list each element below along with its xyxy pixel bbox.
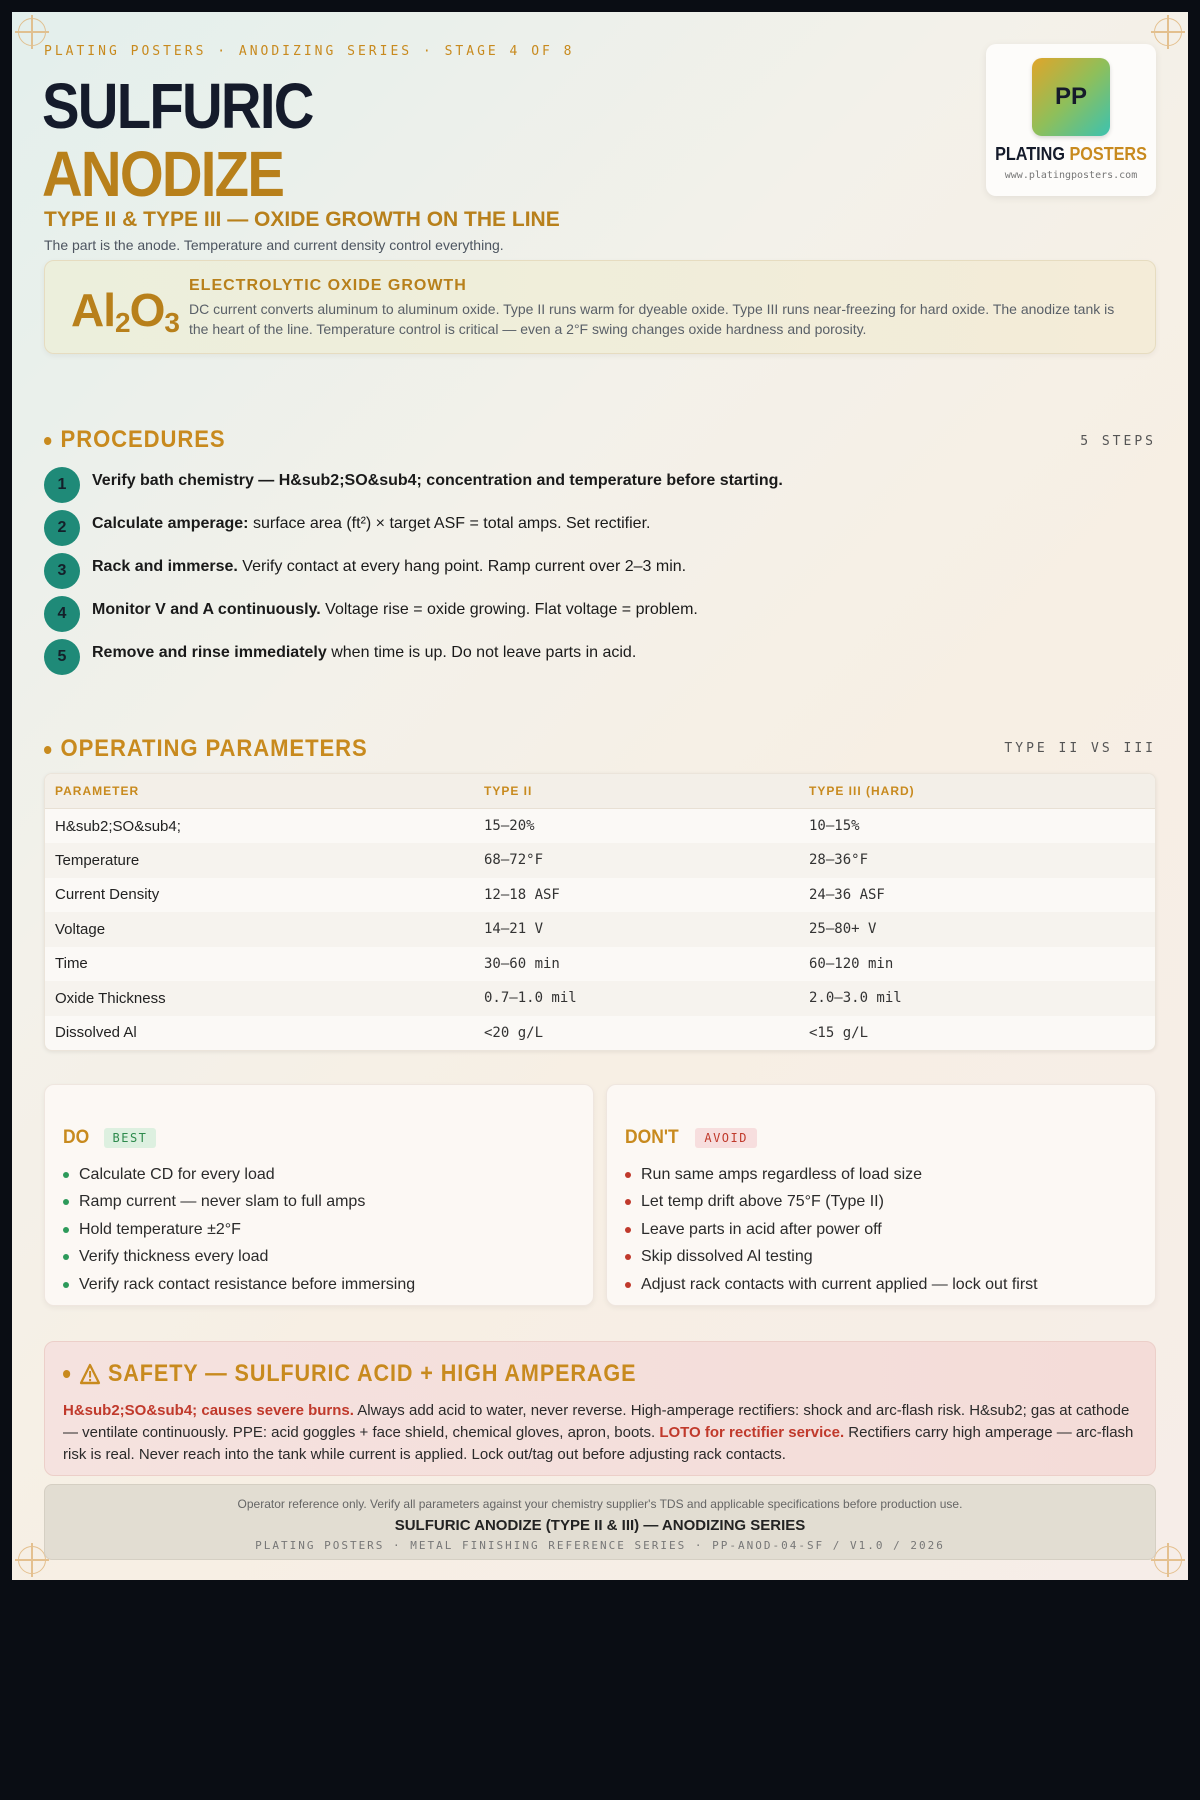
dont-card-header xyxy=(625,1127,757,1149)
parameter-name-cell: Oxide Thickness xyxy=(45,981,474,1016)
parameter-name-cell: Temperature xyxy=(45,843,474,878)
poster xyxy=(12,12,1188,1580)
step-text-rest: surface area (ft²) × target ASF = total amps. Set rectifier. xyxy=(248,515,651,532)
step-text-rest: Verify contact at every hang point. Ramp current over 2–3 min. xyxy=(237,558,687,575)
table-row xyxy=(45,1016,1155,1051)
step-number-badge: 2 xyxy=(44,510,80,546)
formula-sub-1: 2 xyxy=(115,307,130,338)
avoid-badge: AVOID xyxy=(695,1128,757,1148)
page-subline: The part is the anode. Temperature and current density control everything. xyxy=(44,237,504,253)
step-text xyxy=(92,601,698,619)
intro-callout xyxy=(44,260,1156,354)
oxide-formula xyxy=(71,283,179,339)
crosshair-icon xyxy=(18,1546,46,1574)
do-list xyxy=(63,1161,415,1299)
title-line-1: SULFURIC xyxy=(42,70,313,142)
do-list-item: Verify rack contact resistance before immersing xyxy=(63,1271,415,1299)
safety-text-1: Always add acid to water, never reverse. High-amperage rectifiers: shock and arc-flash risk. H&sub2; gas at cathode — ventilate continuously. PPE: acid goggles + face shield, chemical gloves, apron, boots. xyxy=(63,1402,1130,1441)
type-ii-value-cell: 30–60 min xyxy=(484,955,560,972)
do-card-header xyxy=(63,1127,156,1149)
step-text-bold: Calculate amperage: xyxy=(92,515,249,532)
footer-disclaimer: Operator reference only. Verify all parameters against your chemistry supplier's TDS and applicable specifications before production use. xyxy=(237,1497,963,1511)
type-iii-value-cell: 28–36°F xyxy=(799,843,1155,878)
dont-card xyxy=(606,1084,1156,1306)
procedure-step xyxy=(44,466,783,504)
procedures-title: PROCEDURES xyxy=(60,426,226,453)
safety-warning-burns: H&sub2;SO&sub4; causes severe burns. xyxy=(63,1402,354,1419)
step-text-rest: Voltage rise = oxide growing. Flat voltage = problem. xyxy=(320,601,698,618)
parameters-title: OPERATING PARAMETERS xyxy=(60,735,368,762)
dont-list xyxy=(625,1161,1038,1299)
procedure-step xyxy=(44,552,686,590)
step-text xyxy=(92,644,636,662)
step-number-badge: 3 xyxy=(44,553,80,589)
type-iii-value-cell: 25–80+ V xyxy=(799,912,1155,947)
procedures-meta: 5 STEPS xyxy=(1080,434,1156,449)
safety-title: SAFETY — SULFURIC ACID + HIGH AMPERAGE xyxy=(108,1360,637,1387)
procedures-heading xyxy=(44,426,226,454)
do-list-item: Ramp current — never slam to full amps xyxy=(63,1189,415,1217)
type-ii-value-cell: 14–21 V xyxy=(474,912,799,947)
do-list-item: Calculate CD for every load xyxy=(63,1161,415,1189)
safety-warning-loto: LOTO for rectifier service. xyxy=(659,1424,845,1441)
step-text-bold: Rack and immerse. xyxy=(92,558,238,575)
parameters-meta: TYPE II VS III xyxy=(1004,741,1156,756)
brand-name-part1: PLATING xyxy=(995,144,1065,164)
table-row xyxy=(45,912,1155,947)
step-number-badge: 1 xyxy=(44,467,80,503)
parameters-heading xyxy=(44,735,368,763)
step-number-badge: 5 xyxy=(44,639,80,675)
dont-list-item: Leave parts in acid after power off xyxy=(625,1216,1038,1244)
footer-title: SULFURIC ANODIZE (TYPE II & III) — ANODIZING SERIES xyxy=(394,1517,806,1534)
crosshair-icon xyxy=(1154,18,1182,46)
parameter-name-cell: Time xyxy=(55,955,88,973)
safety-body xyxy=(63,1400,1143,1466)
table-body xyxy=(45,809,1155,1051)
do-list-item: Verify thickness every load xyxy=(63,1244,415,1272)
table-row xyxy=(45,809,1155,844)
formula-al: Al xyxy=(71,284,115,336)
type-ii-value-cell: <20 g/L xyxy=(484,1024,544,1041)
type-ii-value-cell: 12–18 ASF xyxy=(484,886,560,903)
type-iii-value-cell: 24–36 ASF xyxy=(809,886,885,903)
step-text xyxy=(92,472,783,490)
procedure-step xyxy=(44,638,636,676)
brand-logo-card xyxy=(986,44,1156,196)
series-kicker: PLATING POSTERS · ANODIZING SERIES · STAGE 4 OF 8 xyxy=(44,44,575,59)
footer-meta: PLATING POSTERS · METAL FINISHING REFERENCE SERIES · PP-ANOD-04-SF / V1.0 / 2026 xyxy=(255,1539,945,1552)
type-iii-value-cell: 10–15% xyxy=(809,818,860,834)
parameter-name-cell: H&sub2;SO&sub4; xyxy=(55,817,181,835)
table-row xyxy=(45,878,1155,913)
table-row xyxy=(45,843,1155,878)
title-line-2: ANODIZE xyxy=(42,138,284,210)
type-iii-value-cell: <15 g/L xyxy=(809,1024,869,1041)
do-card xyxy=(44,1084,594,1306)
step-text-bold: Remove and rinse immediately xyxy=(92,644,327,661)
dont-list-item: Adjust rack contacts with current applied — lock out first xyxy=(625,1271,1038,1299)
type-iii-value-cell: 2.0–3.0 mil xyxy=(799,981,1155,1016)
brand-url: www.platingposters.com xyxy=(1004,170,1138,181)
step-text xyxy=(92,515,650,533)
formula-sub-2: 3 xyxy=(164,307,179,338)
procedure-step xyxy=(44,509,650,547)
type-ii-value-cell: 0.7–1.0 mil xyxy=(474,981,799,1016)
step-number-badge: 4 xyxy=(44,596,80,632)
crosshair-icon xyxy=(18,18,46,46)
procedure-step xyxy=(44,595,698,633)
warning-icon xyxy=(79,1363,101,1385)
dont-list-item: Run same amps regardless of load size xyxy=(625,1161,1038,1189)
parameters-table xyxy=(44,773,1156,1051)
crosshair-icon xyxy=(1154,1546,1182,1574)
step-text xyxy=(92,558,686,576)
column-header: TYPE II xyxy=(474,774,799,809)
column-header: PARAMETER xyxy=(45,774,474,809)
brand-name-part2: POSTERS xyxy=(1069,144,1147,164)
brand-name xyxy=(995,144,1148,165)
parameter-name-cell: Current Density xyxy=(55,886,160,904)
dont-title: DON'T xyxy=(625,1127,679,1148)
step-text-bold: Monitor V and A continuously. xyxy=(92,601,321,618)
bullet-dot-icon xyxy=(44,437,51,445)
type-ii-value-cell: 68–72°F xyxy=(474,843,799,878)
best-badge: BEST xyxy=(104,1128,157,1148)
safety-callout xyxy=(44,1341,1156,1476)
parameter-name-cell: Dissolved Al xyxy=(55,1024,137,1042)
formula-o: O xyxy=(129,284,165,336)
table-row xyxy=(45,947,1155,982)
dont-list-item: Skip dissolved Al testing xyxy=(625,1244,1038,1272)
bullet-dot-icon xyxy=(44,746,51,754)
dont-list-item: Let temp drift above 75°F (Type II) xyxy=(625,1189,1038,1217)
intro-title: ELECTROLYTIC OXIDE GROWTH xyxy=(189,277,467,294)
table-header-row xyxy=(45,774,1155,809)
step-text-rest: when time is up. Do not leave parts in acid. xyxy=(326,644,637,661)
table-row xyxy=(45,981,1155,1016)
safety-heading xyxy=(63,1360,636,1388)
intro-body: DC current converts aluminum to aluminum oxide. Type II runs warm for dyeable oxide. Type III runs near-freezing for hard oxide. The anodize tank is the heart of the line. Temperature control is critical — even a 2°F swing changes oxide hardness and porosity. xyxy=(189,301,1115,337)
do-list-item: Hold temperature ±2°F xyxy=(63,1216,415,1244)
brand-logo-icon: PP xyxy=(1032,58,1110,136)
step-text-bold: Verify bath chemistry — H&sub2;SO&sub4; concentration and temperature before starting. xyxy=(92,472,783,489)
bullet-dot-icon xyxy=(63,1370,70,1378)
footer xyxy=(44,1484,1156,1560)
do-title: DO xyxy=(63,1127,90,1148)
type-iii-value-cell: 60–120 min xyxy=(809,955,894,972)
column-header: TYPE III (HARD) xyxy=(799,774,1155,809)
parameter-name-cell: Voltage xyxy=(45,912,474,947)
type-ii-value-cell: 15–20% xyxy=(484,818,535,834)
safety-text-2: Rectifiers carry high amperage — arc-flash risk is real. Never reach into the tank while current is applied. Lock out/tag out before adjusting rack contacts. xyxy=(63,1424,1134,1463)
page-subtitle: TYPE II & TYPE III — OXIDE GROWTH ON THE LINE xyxy=(44,208,560,231)
